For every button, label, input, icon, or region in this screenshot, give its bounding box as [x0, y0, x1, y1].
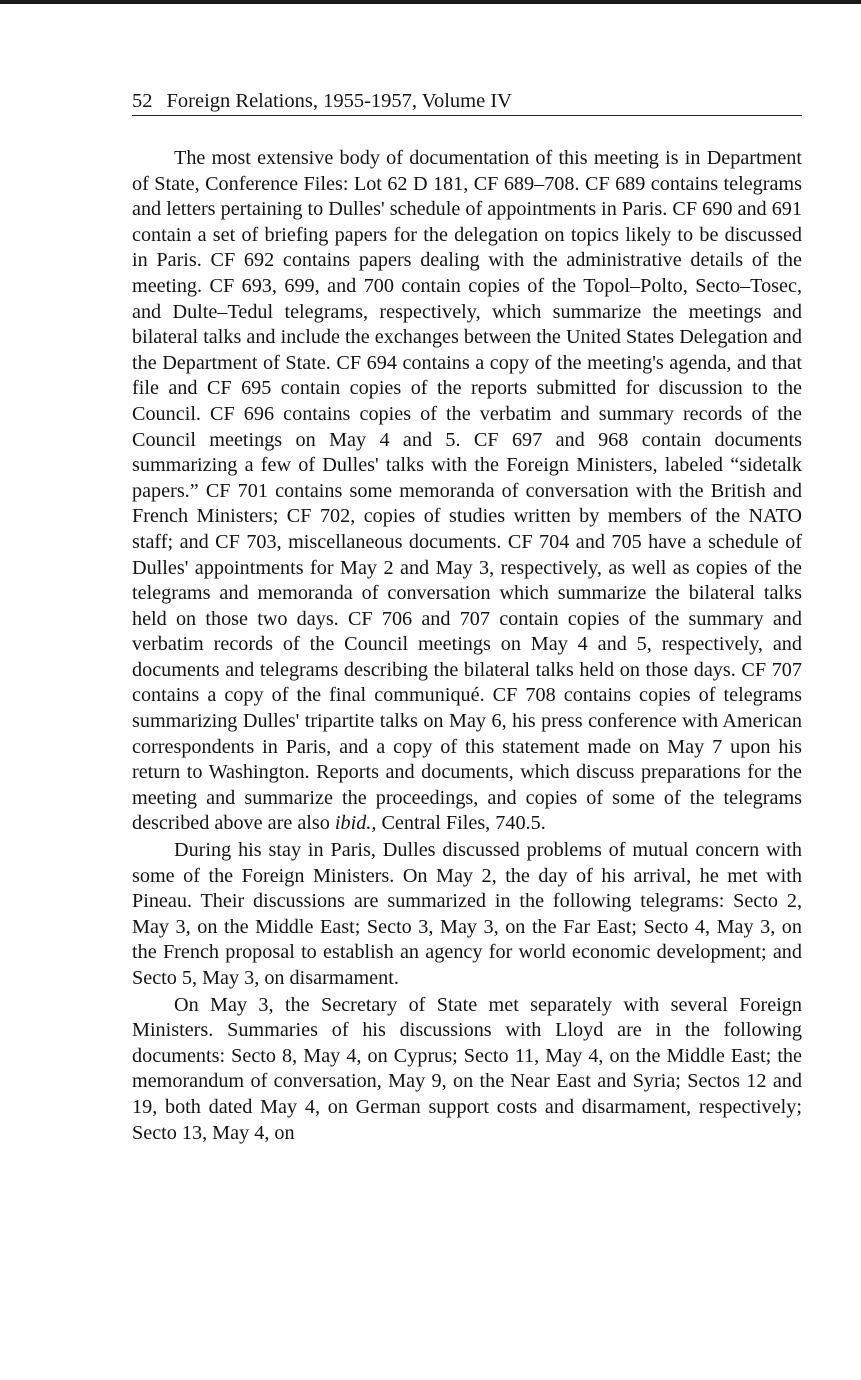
paragraph-paris-stay: During his stay in Paris, Dulles discussed problems of mutual concern with some of the Foreign Ministers. On May 2, the day of his arrival, he met with Pineau. Their discussions are summarized in the following telegrams: Secto 2, May 3, on the Middle East; Secto 3, May 3, on the Far East; Secto 4, May 3, on the French proposal to establish an agency for world economic development; and Secto 5, May 3, on disarmament. [132, 839, 802, 989]
paragraph-documentation-text: The most extensive body of documentation of this meeting is in Department of State, Conference Files: Lot 62 D 181, CF 689–708. CF 689 contains telegrams and letters pertaining to Dulles' schedule of appointments in Paris. CF 690 and 691 contain a set of briefing papers for the delegation on topics likely to be discussed in Paris. CF 692 contains papers dealing with the administrative details of the meeting. CF 693, 699, and 700 contain copies of the Topol–Polto, Secto–Tosec, and Dulte–Tedul telegrams, respectively, which summarize the meetings and bilateral talks and include the exchanges between the United States Delegation and the Department of State. CF 694 contains a copy of the meeting's agenda, and that file and CF 695 contain copies of the reports submitted for discussion to the Council. CF 696 contains copies of the verbatim and summary records of the Council meetings on May 4 and 5. CF 697 and 968 contain documents summarizing a few of Dulles' talks with the Foreign Ministers, labeled “sidetalk papers.” CF 701 contains some memoranda of conversation with the British and French Ministers; CF 702, copies of studies written by members of the NATO staff; and CF 703, miscellaneous documents. CF 704 and 705 have a schedule of Dulles' appointments for May 2 and May 3, respectively, as well as copies of the telegrams and memoranda of conversation which summarize the bilateral talks held on those two days. CF 706 and 707 contain copies of the summary and verbatim records of the Council meetings on May 4 and 5, respectively, and documents and telegrams describing the bilateral talks held on those days. CF 707 contains a copy of the final communiqué. CF 708 contains copies of telegrams summarizing Dulles' tripartite talks on May 6, his press conference with American correspondents in Paris, and a copy of this statement made on May 7 upon his return to Washington. Reports and documents, which discuss preparations for the meeting and summarize the proceedings, and copies of some of the telegrams described above are also [132, 147, 802, 835]
body-text [132, 146, 802, 1146]
page-number: 52 [132, 90, 153, 112]
paragraph-documentation [132, 146, 802, 837]
document-page [132, 88, 802, 1146]
paragraph-may-3: On May 3, the Secretary of State met separately with several Foreign Ministers. Summaries of his discussions with Lloyd are in the following documents: Secto 8, May 4, on Cyprus; Secto 11, May 4, on the Middle East; the memorandum of conversation, May 9, on the Near East and Syria; Sectos 12 and 19, both dated May 4, on German support costs and disarmament, respectively; Secto 13, May 4, on [132, 993, 802, 1144]
central-files-citation: Central Files, 740.5. [376, 812, 546, 835]
ibid-citation: ibid., [334, 812, 377, 835]
running-head [132, 88, 802, 116]
scan-top-edge [0, 0, 861, 4]
volume-title: Foreign Relations, 1955-1957, Volume IV [166, 90, 512, 112]
